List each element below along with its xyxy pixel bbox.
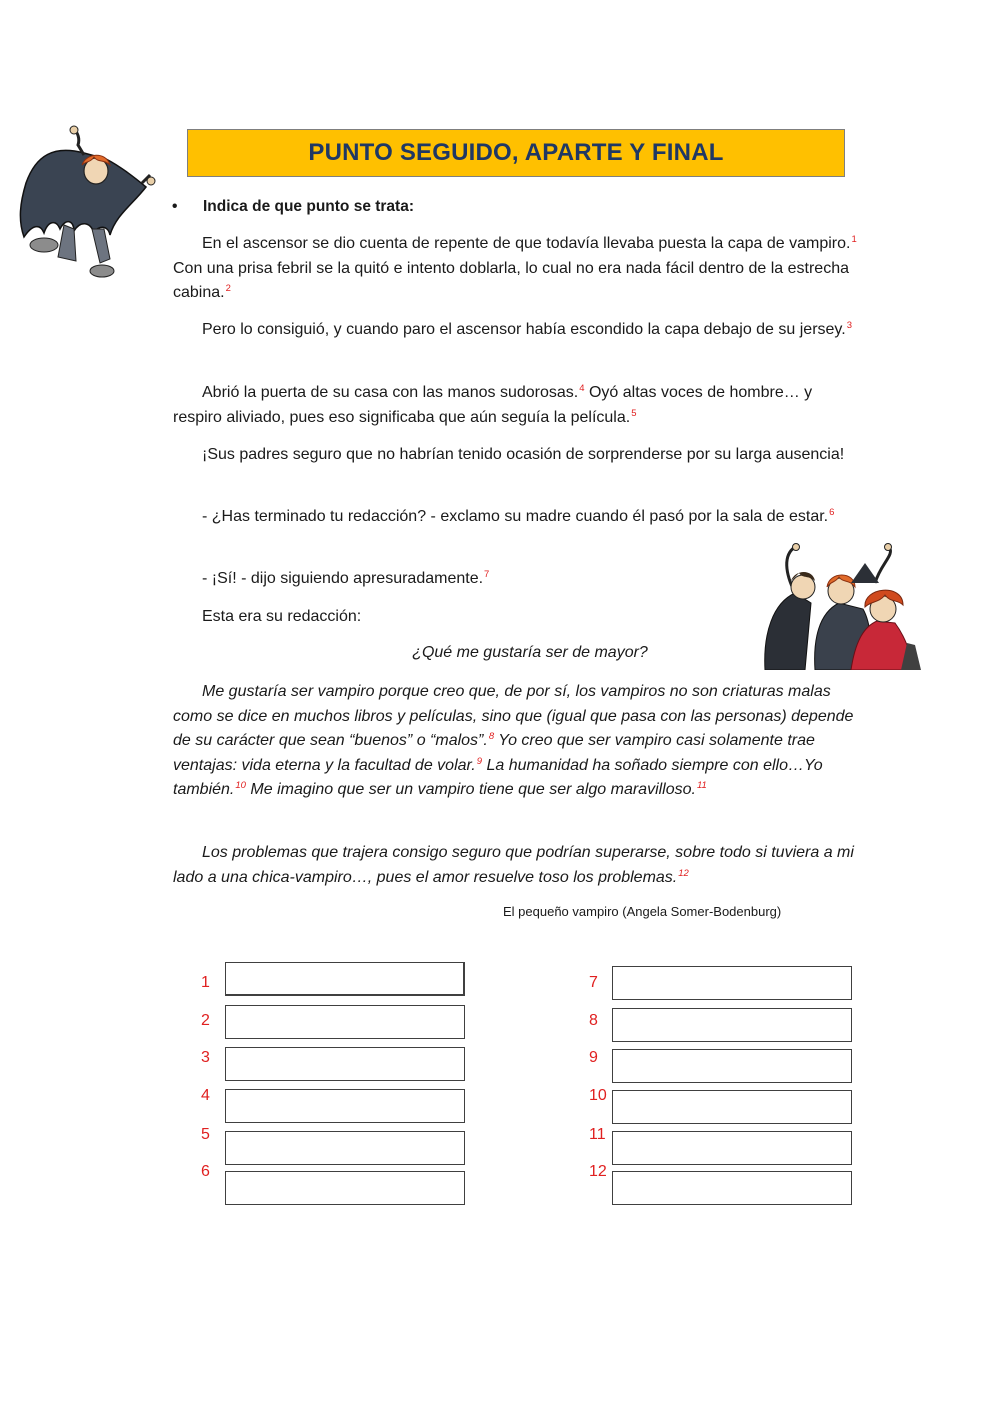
answer-input-8[interactable] — [612, 1008, 852, 1042]
page-title: PUNTO SEGUIDO, APARTE Y FINAL — [308, 139, 724, 166]
vampire-illustration — [14, 125, 156, 280]
footnote-marker: 10 — [235, 780, 246, 791]
answer-label-9: 9 — [589, 1049, 598, 1066]
answer-label-2: 2 — [201, 1012, 210, 1029]
footnote-marker: 2 — [225, 283, 231, 294]
answer-label-5: 5 — [201, 1126, 210, 1143]
footnote-marker: 11 — [696, 780, 707, 791]
answer-input-5[interactable] — [225, 1131, 465, 1165]
answer-input-6[interactable] — [225, 1171, 465, 1205]
answer-label-4: 4 — [201, 1087, 210, 1104]
answer-label-3: 3 — [201, 1049, 210, 1066]
paragraph-4 — [173, 443, 863, 468]
answer-input-9[interactable] — [612, 1049, 852, 1083]
sentence: Con una prisa febril se la quitó e intento doblarla, lo cual no era nada fácil dentro de la estrecha cabina. — [173, 259, 849, 301]
answer-label-10: 10 — [589, 1087, 607, 1104]
answer-input-11[interactable] — [612, 1131, 852, 1165]
paragraph-1 — [173, 232, 863, 306]
answer-input-3[interactable] — [225, 1047, 465, 1081]
footnote-marker: 6 — [829, 507, 835, 518]
answer-label-1: 1 — [201, 974, 210, 991]
sentence: En el ascensor se dio cuenta de repente de que todavía llevaba puesta la capa de vampiro. — [202, 235, 851, 252]
sentence: Los problemas que trajera consigo seguro que podrían superarse, sobre todo si tuviera a mi lado a una chica-vampiro…, pues el amor resuelve toso los problemas. — [173, 844, 854, 886]
paragraph-9 — [173, 841, 863, 890]
sentence: Pero lo consiguió, y cuando paro el ascensor había escondido la capa debajo de su jersey. — [202, 321, 846, 338]
answer-label-12: 12 — [589, 1163, 607, 1180]
answer-input-7[interactable] — [612, 966, 852, 1000]
footnote-marker: 9 — [476, 755, 482, 767]
sentence: Abrió la puerta de su casa con las manos sudorosas. — [202, 384, 579, 401]
footnote-marker: 7 — [484, 569, 490, 580]
bullet-icon: • — [172, 198, 178, 215]
answer-input-12[interactable] — [612, 1171, 852, 1205]
sentence: ¡Sus padres seguro que no habrían tenido ocasión de sorprenderse por su larga ausencia! — [202, 446, 845, 463]
paragraph-3 — [173, 381, 863, 430]
sentence: - ¿Has terminado tu redacción? - exclamo su madre cuando él pasó por la sala de estar. — [202, 508, 829, 525]
title-banner — [187, 129, 845, 177]
sentence: - ¡Sí! - dijo siguiendo apresuradamente. — [202, 570, 484, 587]
paragraph-5 — [173, 505, 863, 530]
answer-label-8: 8 — [589, 1012, 598, 1029]
answer-label-11: 11 — [589, 1126, 606, 1143]
paragraph-8 — [173, 680, 863, 803]
instruction — [172, 198, 414, 216]
sentence: Yo creo que ser vampiro casi solamente trae ventajas: vida eterna y la facultad de volar. — [173, 732, 815, 774]
answer-input-4[interactable] — [225, 1089, 465, 1123]
footnote-marker: 1 — [851, 234, 857, 245]
instruction-text: Indica de que punto se trata: — [203, 198, 414, 215]
footnote-marker: 3 — [846, 320, 852, 331]
sentence: Me gustaría ser vampiro porque creo que, de por sí, los vampiros no son criaturas malas como se dice en muchos libros y películas, sino que (igual que pasa con las personas) depende de su carácter que sean “buenos” o “malos”. — [173, 683, 854, 749]
paragraph-2 — [173, 318, 863, 343]
answer-input-2[interactable] — [225, 1005, 465, 1039]
answer-input-10[interactable] — [612, 1090, 852, 1124]
footnote-marker: 4 — [579, 383, 585, 394]
footnote-marker: 8 — [488, 731, 495, 742]
footnote-marker: 12 — [678, 867, 689, 879]
source-citation: El pequeño vampiro (Angela Somer-Bodenburg) — [503, 904, 782, 919]
answer-label-6: 6 — [201, 1163, 210, 1180]
sentence: Oyó altas voces de hombre… y respiro aliviado, pues eso significaba que aún seguía la película. — [173, 384, 813, 426]
answer-label-7: 7 — [589, 974, 598, 991]
footnote-marker: 5 — [631, 407, 637, 419]
sentence: La humanidad ha soñado siempre con ello…Yo también. — [173, 756, 823, 798]
answer-input-1[interactable] — [225, 962, 465, 996]
sentence: Esta era su redacción: — [202, 608, 362, 625]
sentence: Me imagino que ser un vampiro tiene que ser algo maravilloso. — [250, 781, 696, 798]
vampire-children-illustration — [755, 543, 923, 670]
essay-title: ¿Qué me gustaría ser de mayor? — [412, 644, 648, 661]
